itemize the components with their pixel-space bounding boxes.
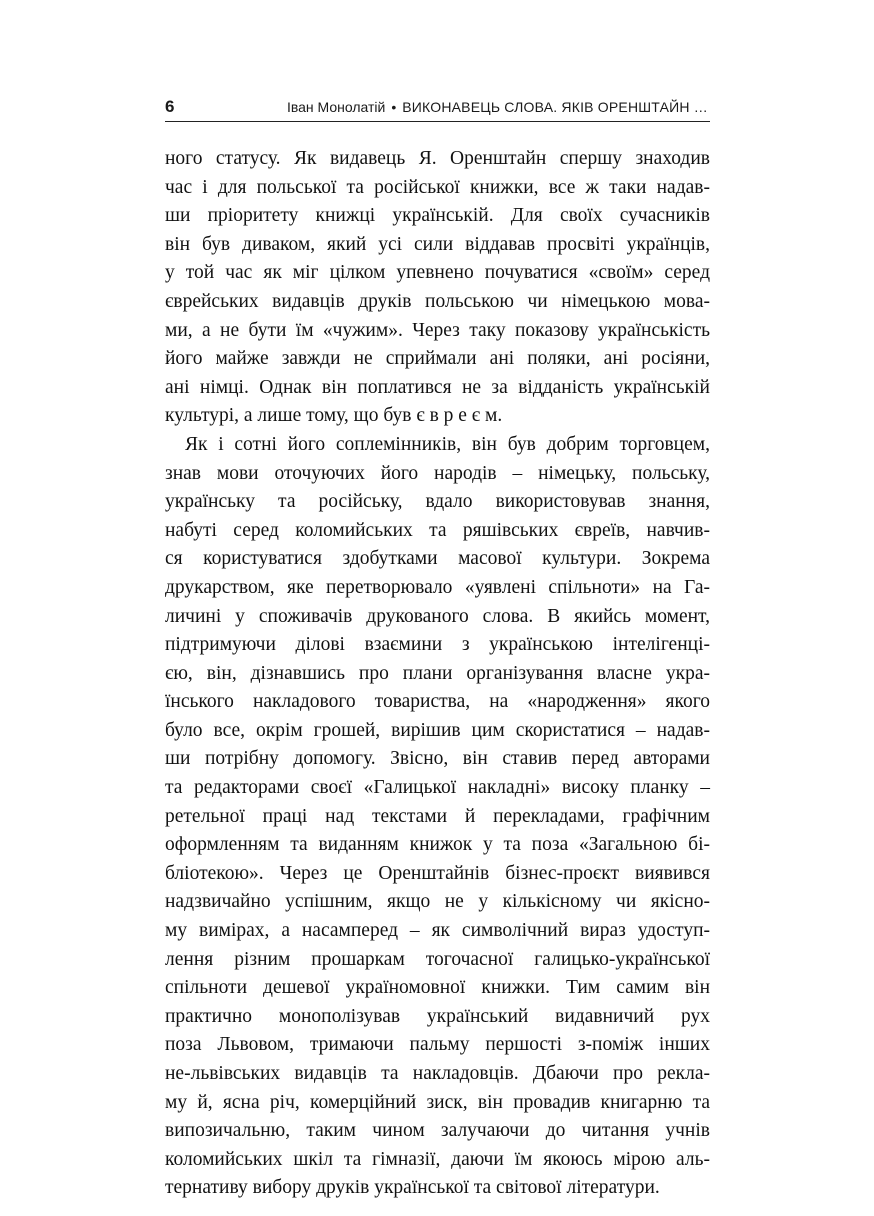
text-line: практично монополізував український видавничий рух <box>165 1005 710 1027</box>
paragraph <box>165 431 710 1203</box>
text-line: випозичальню, таким чином залучаючи до читання учнів <box>165 1120 710 1142</box>
text-line: личині у споживачів друкованого слова. В якийсь момент, <box>165 605 710 627</box>
text-line: його майже завжди не сприймали ані поляки, ані росіяни, <box>165 348 710 370</box>
text-line: друкарством, яке перетворювало «уявлені спільноти» на Га- <box>165 576 710 598</box>
text-line: ані німці. Однак він поплатився не за відданість українській <box>165 376 710 398</box>
text-line: українську та російську, вдало використовував знання, <box>165 491 710 513</box>
text-line: ши пріоритету книжці українській. Для своїх сучасників <box>165 205 710 227</box>
text-line: надзвичайно успішним, якщо не у кількісному чи якісно- <box>165 891 710 913</box>
text-line: ретельної праці над текстами й перекладами, графічним <box>165 805 710 827</box>
text-line: ся користуватися здобутками масової культури. Зокрема <box>165 548 710 570</box>
author-name: Іван Монолатій <box>286 99 386 115</box>
text-line: оформленням та виданням книжок у та поза «Загальною бі- <box>165 834 710 856</box>
text-line: му й, ясна річ, комерційний зиск, він провадив книгарню та <box>165 1091 710 1113</box>
text-line: коломийських шкіл та гімназії, даючи їм якоюсь мірою аль- <box>165 1148 710 1170</box>
running-title <box>287 99 708 115</box>
text-line: підтримуючи ділові взаємини з українською інтелігенці- <box>165 634 710 656</box>
text-line: му вимірах, а насамперед – як символічний вираз удоступ- <box>165 920 710 942</box>
text-line: час і для польської та російської книжки, все ж таки надав- <box>165 176 710 198</box>
text-line: було все, окрім грошей, вирішив цим скористатися – надав- <box>165 719 710 741</box>
running-header <box>165 97 710 122</box>
text-line: ши потрібну допомогу. Звісно, він ставив перед авторами <box>165 748 710 770</box>
text-line: знав мови оточуючих його народів – німецьку, польську, <box>165 462 710 484</box>
page-number: 6 <box>165 97 175 116</box>
text-line: ного статусу. Як видавець Я. Оренштайн спершу знаходив <box>165 148 710 169</box>
text-line: лення різним прошаркам тогочасної галицько-української <box>165 948 710 970</box>
text-line: він був диваком, який усі сили віддавав просвіті українців, <box>165 233 710 255</box>
text-line: єврейських видавців друків польською чи німецькою мова- <box>165 290 710 312</box>
text-line: ми, а не бути їм «чужим». Через таку показову українськість <box>165 319 710 341</box>
text-line: не-львівських видавців та накладовців. Дбаючи про рекла- <box>165 1063 710 1084</box>
paragraph <box>165 145 710 431</box>
text-line: та редакторами своєї «Галицької накладні» високу планку – <box>165 777 710 799</box>
text-line: спільноти дешевої україномовної книжки. Тим самим він <box>165 977 710 999</box>
text-line: у той час як міг цілком упевнено почуватися «своїм» серед <box>165 262 710 284</box>
text-line: Як і сотні його соплемінників, він був добрим торговцем, <box>185 433 710 455</box>
book-title: ВИКОНАВЕЦЬ СЛОВА. ЯКІВ ОРЕНШТАЙН … <box>402 99 708 115</box>
text-line: культурі, а лише тому, що був є в р е є м. <box>165 405 503 427</box>
text-line: набуті серед коломийських та ряшівських євреїв, навчив- <box>165 519 710 541</box>
text-line: єю, він, дізнавшись про плани організування власне укра- <box>165 662 710 684</box>
text-line: тернативу вибору друків української та світової літератури. <box>165 1177 660 1199</box>
text-line: їнського накладового товариства, на «народження» якого <box>165 691 710 713</box>
body-text <box>165 145 710 1203</box>
text-line: бліотекою». Через це Оренштайнів бізнес-проєкт виявився <box>165 862 710 884</box>
text-line: поза Львовом, тримаючи пальму першості з-поміж інших <box>165 1034 710 1056</box>
separator-bullet: • <box>391 99 397 115</box>
